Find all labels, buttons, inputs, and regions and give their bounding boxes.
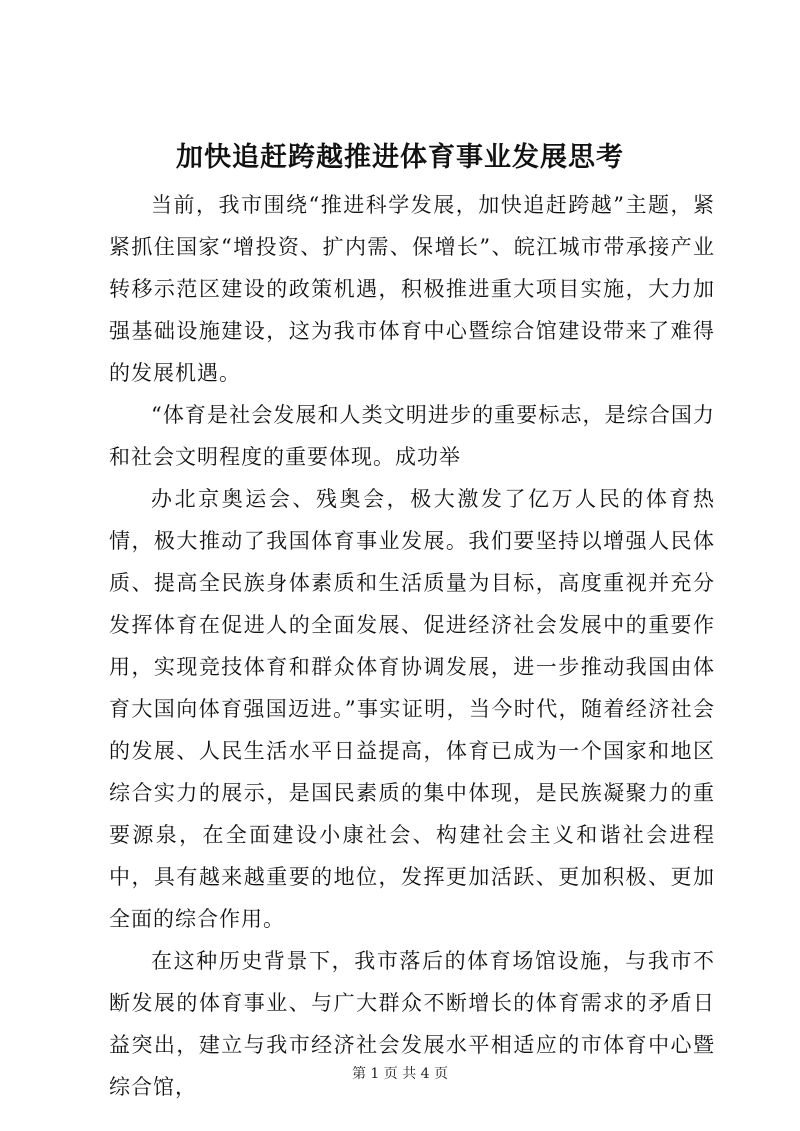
paragraph-1: 当前，我市围绕“推进科学发展，加快追赶跨越”主题，紧紧抓住国家“增投资、扩内需、保增长”、皖江城市带承接产业转移示范区建设的政策机遇，积极推进重大项目实施，大力加强基础设施建设，这为我市体育中心暨综合馆建设带来了难得的发展机遇。 (109, 193, 715, 385)
page-number-footer: 第 1 页 共 4 页 (351, 1066, 449, 1082)
document-body (109, 184, 715, 1108)
paragraph-4: 在这种历史背景下，我市落后的体育场馆设施，与我市不断发展的体育事业、与广大群众不断增长的体育需求的矛盾日益突出，建立与我市经济社会发展水平相适应的市体育中心暨综合馆， (109, 949, 715, 1099)
document-title: 加快追赶跨越推进体育事业发展思考 (176, 142, 624, 173)
paragraph-3: 办北京奥运会、残奥会，极大激发了亿万人民的体育热情，极大推动了我国体育事业发展。我们要坚持以增强人民体质、提高全民族身体素质和生活质量为目标，高度重视并充分发挥体育在促进人的全面发展、促进经济社会发展中的重要作用，实现竞技体育和群众体育协调发展，进一步推动我国由体育大国向体育强国迈进。”事实证明，当今时代，随着经济社会的发展、人民生活水平日益提高，体育已成为一个国家和地区综合实力的展示，是国民素质的集中体现，是民族凝聚力的重要源泉，在全面建设小康社会、构建社会主义和谐社会进程中，具有越来越重要的地位，发挥更加活跃、更加积极、更加全面的综合作用。 (109, 487, 715, 931)
paragraph-2: “体育是社会发展和人类文明进步的重要标志，是综合国力和社会文明程度的重要体现。成功举 (109, 403, 715, 469)
